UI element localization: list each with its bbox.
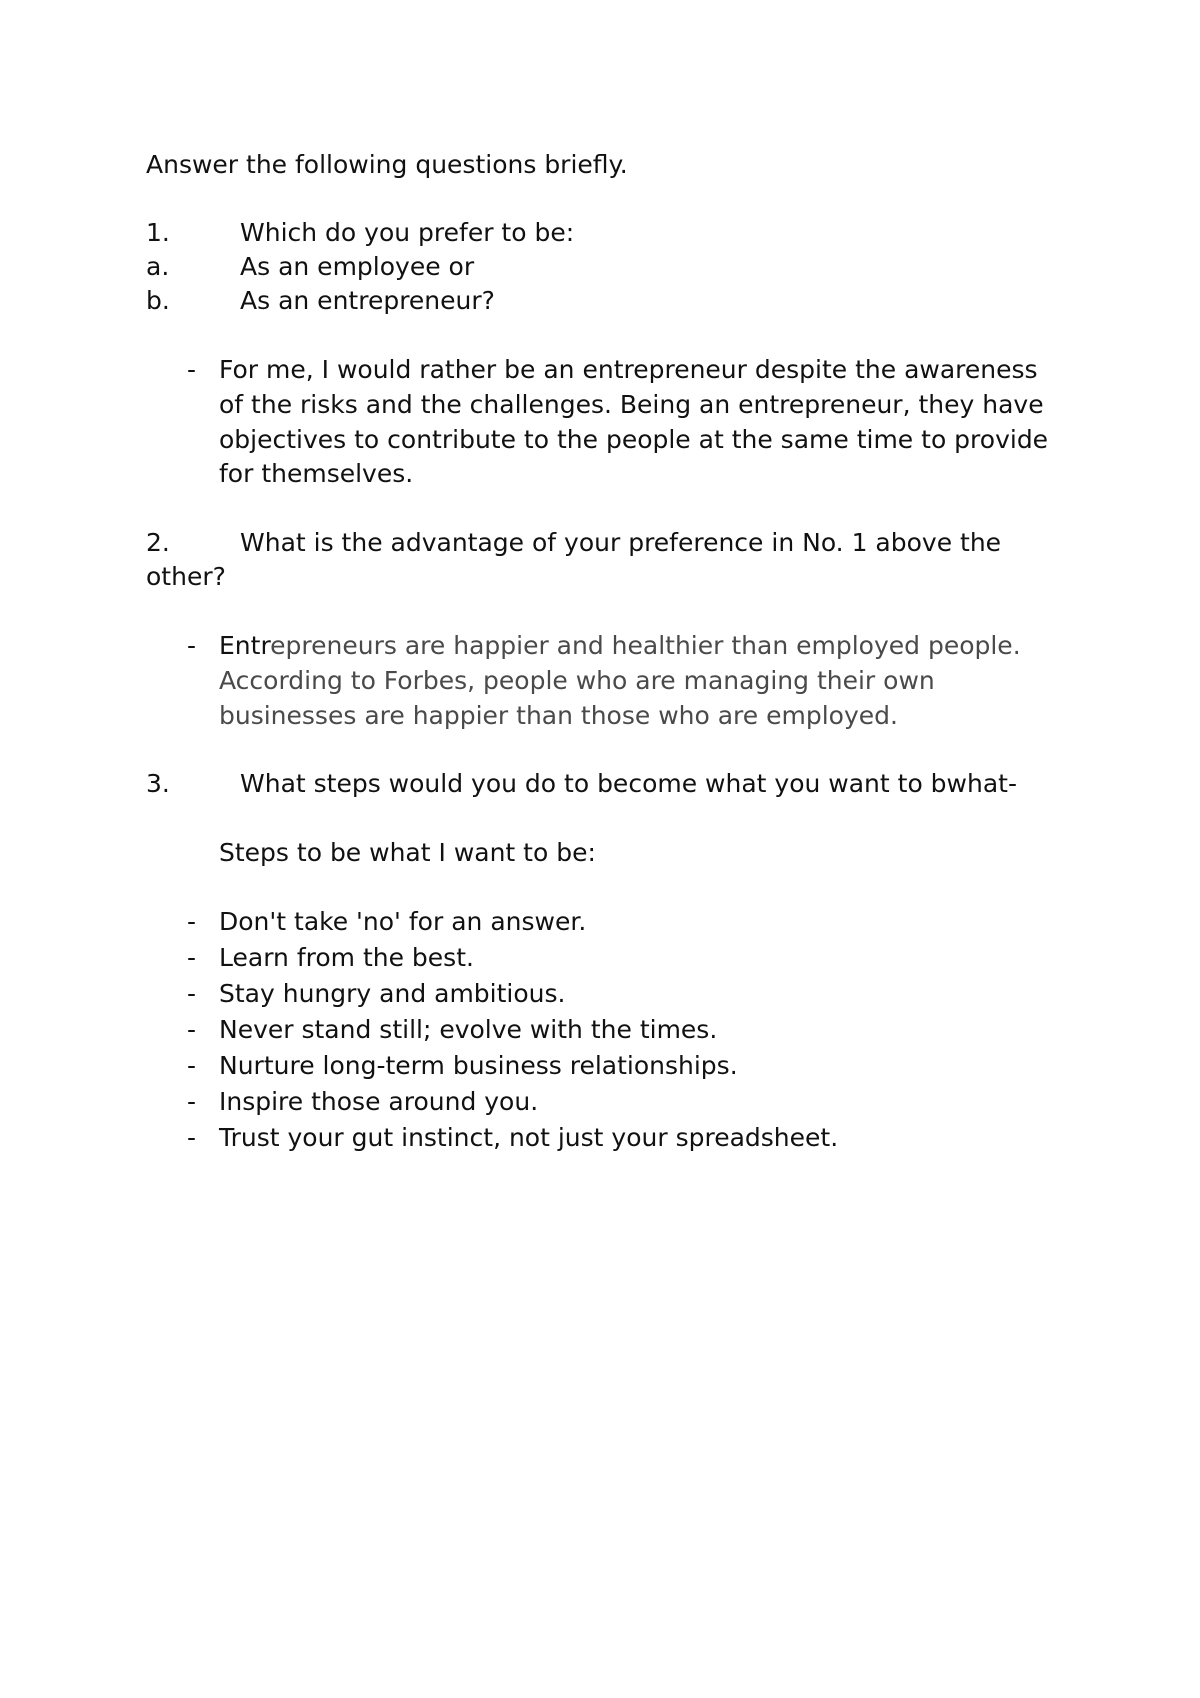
q3-step: Never stand still; evolve with the times. bbox=[219, 1015, 718, 1044]
q3-step-bullet: - bbox=[187, 1051, 197, 1080]
q3-step: Don't take 'no' for an answer. bbox=[219, 907, 587, 936]
q1-option-b-label: b. bbox=[146, 286, 170, 315]
q3-step-bullet: - bbox=[187, 943, 197, 972]
q3-steps-heading: Steps to be what I want to be: bbox=[219, 838, 596, 867]
q1-text: Which do you prefer to be: bbox=[240, 218, 575, 247]
instruction-text: Answer the following questions briefly. bbox=[146, 150, 628, 179]
q1-option-a-text: As an employee or bbox=[240, 252, 475, 281]
q1-answer-bullet: - bbox=[187, 355, 197, 384]
q1-number: 1. bbox=[146, 218, 170, 247]
q1-answer-line: of the risks and the challenges. Being an entrepreneur, they have bbox=[219, 390, 1044, 419]
q1-answer-line: for themselves. bbox=[219, 459, 414, 488]
q3-step-bullet: - bbox=[187, 1087, 197, 1116]
q1-answer-line: objectives to contribute to the people at the same time to provide bbox=[219, 425, 1049, 454]
q3-step: Inspire those around you. bbox=[219, 1087, 539, 1116]
q3-step-bullet: - bbox=[187, 907, 197, 936]
q3-step: Learn from the best. bbox=[219, 943, 474, 972]
q3-text: What steps would you do to become what you want to bwhat- bbox=[240, 769, 1017, 798]
q2-number: 2. bbox=[146, 528, 170, 557]
q2-answer-start: Entr bbox=[219, 631, 271, 660]
q2-answer-bullet: - bbox=[187, 631, 197, 660]
q2-text: What is the advantage of your preference in No. 1 above the bbox=[240, 528, 1002, 557]
q2-answer-rest: epreneurs are happier and healthier than employed people. bbox=[270, 631, 1021, 660]
q3-step: Trust your gut instinct, not just your spreadsheet. bbox=[219, 1123, 839, 1152]
q2-text-continued: other? bbox=[146, 562, 226, 591]
q3-step-bullet: - bbox=[187, 979, 197, 1008]
q1-option-a-label: a. bbox=[146, 252, 170, 281]
q2-answer-line: businesses are happier than those who are employed. bbox=[219, 701, 898, 730]
q2-answer-line: According to Forbes, people who are managing their own bbox=[219, 666, 935, 695]
q1-answer-line: For me, I would rather be an entrepreneur despite the awareness bbox=[219, 355, 1038, 384]
q3-step-bullet: - bbox=[187, 1123, 197, 1152]
q3-step: Stay hungry and ambitious. bbox=[219, 979, 566, 1008]
q3-step-bullet: - bbox=[187, 1015, 197, 1044]
q3-step: Nurture long-term business relationships. bbox=[219, 1051, 738, 1080]
q1-option-b-text: As an entrepreneur? bbox=[240, 286, 495, 315]
q3-number: 3. bbox=[146, 769, 170, 798]
q2-answer-line bbox=[219, 629, 1021, 663]
